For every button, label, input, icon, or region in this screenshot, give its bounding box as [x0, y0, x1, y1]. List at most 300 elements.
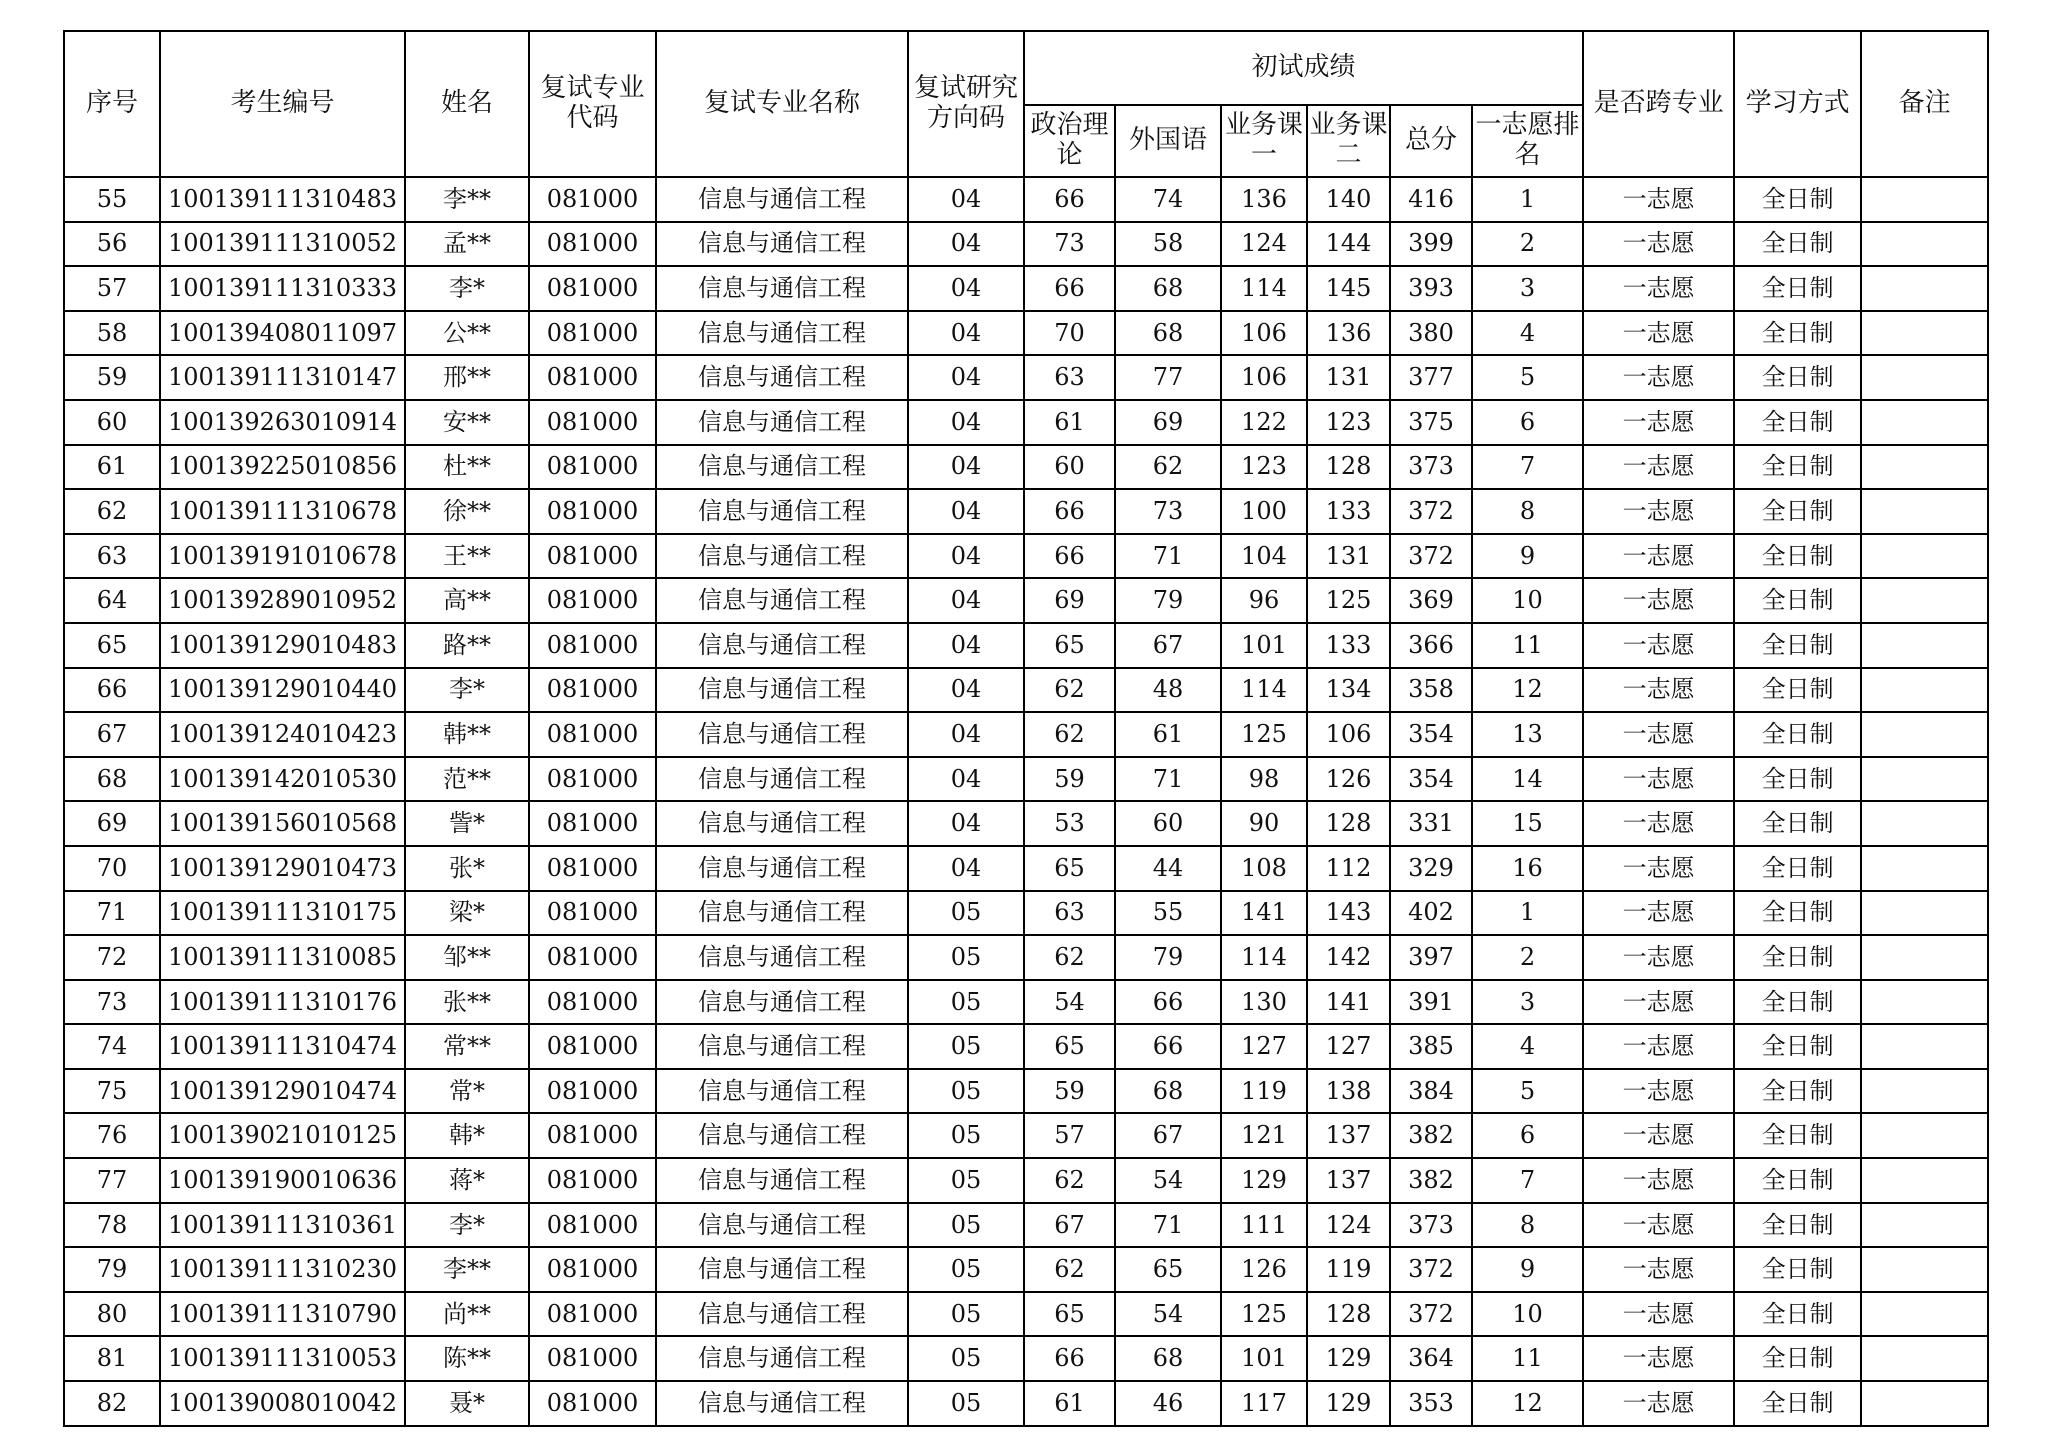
cell-study-mode: 全日制: [1734, 534, 1861, 579]
cell-major-name: 信息与通信工程: [656, 445, 908, 490]
cell-first-choice-rank: 4: [1472, 311, 1583, 356]
cell-cross-major: 一志愿: [1583, 891, 1734, 936]
cell-study-mode: 全日制: [1734, 489, 1861, 534]
cell-seq: 67: [64, 712, 160, 757]
cell-major-code: 081000: [529, 1336, 656, 1381]
cell-cross-major: 一志愿: [1583, 846, 1734, 891]
cell-subject2: 137: [1307, 1113, 1390, 1158]
cell-exam-no: 100139156010568: [160, 801, 405, 846]
cell-first-choice-rank: 3: [1472, 980, 1583, 1025]
cell-direction-code: 05: [908, 1024, 1024, 1069]
cell-cross-major: 一志愿: [1583, 400, 1734, 445]
cell-name: 常**: [405, 1024, 529, 1069]
header-direction-code: 复试研究方向码: [908, 31, 1024, 177]
cell-major-code: 081000: [529, 623, 656, 668]
cell-total: 391: [1390, 980, 1472, 1025]
header-total: 总分: [1390, 105, 1472, 177]
cell-major-name: 信息与通信工程: [656, 757, 908, 802]
cell-total: 372: [1390, 1247, 1472, 1292]
cell-seq: 55: [64, 177, 160, 222]
cell-total: 380: [1390, 311, 1472, 356]
cell-subject1: 101: [1221, 1336, 1307, 1381]
cell-total: 382: [1390, 1158, 1472, 1203]
cell-exam-no: 100139111310230: [160, 1247, 405, 1292]
table-row: [64, 980, 1988, 1025]
cell-direction-code: 05: [908, 891, 1024, 936]
cell-study-mode: 全日制: [1734, 222, 1861, 267]
cell-foreign-lang: 61: [1115, 712, 1221, 757]
cell-major-code: 081000: [529, 534, 656, 579]
cell-foreign-lang: 66: [1115, 980, 1221, 1025]
cell-name: 聂*: [405, 1381, 529, 1426]
cell-subject1: 100: [1221, 489, 1307, 534]
cell-direction-code: 05: [908, 1069, 1024, 1114]
cell-cross-major: 一志愿: [1583, 1381, 1734, 1426]
table-row: [64, 222, 1988, 267]
cell-subject1: 123: [1221, 445, 1307, 490]
cell-total: 353: [1390, 1381, 1472, 1426]
cell-name: 梁*: [405, 891, 529, 936]
cell-study-mode: 全日制: [1734, 1247, 1861, 1292]
cell-major-code: 081000: [529, 980, 656, 1025]
cell-total: 372: [1390, 1292, 1472, 1337]
cell-direction-code: 04: [908, 222, 1024, 267]
table-row: [64, 668, 1988, 713]
table-row: [64, 355, 1988, 400]
cell-name: 杜**: [405, 445, 529, 490]
cell-study-mode: 全日制: [1734, 1113, 1861, 1158]
cell-subject2: 124: [1307, 1203, 1390, 1248]
cell-remarks: [1861, 311, 1988, 356]
cell-cross-major: 一志愿: [1583, 222, 1734, 267]
cell-first-choice-rank: 7: [1472, 1158, 1583, 1203]
cell-cross-major: 一志愿: [1583, 1203, 1734, 1248]
cell-foreign-lang: 71: [1115, 1203, 1221, 1248]
cell-remarks: [1861, 623, 1988, 668]
cell-subject2: 131: [1307, 355, 1390, 400]
cell-foreign-lang: 62: [1115, 445, 1221, 490]
header-subject1: 业务课一: [1221, 105, 1307, 177]
cell-major-code: 081000: [529, 846, 656, 891]
cell-cross-major: 一志愿: [1583, 1292, 1734, 1337]
cell-exam-no: 100139111310176: [160, 980, 405, 1025]
cell-cross-major: 一志愿: [1583, 1113, 1734, 1158]
cell-remarks: [1861, 489, 1988, 534]
cell-subject1: 101: [1221, 623, 1307, 668]
cell-politics: 59: [1024, 757, 1115, 802]
cell-remarks: [1861, 935, 1988, 980]
cell-exam-no: 100139111310678: [160, 489, 405, 534]
cell-total: 329: [1390, 846, 1472, 891]
cell-name: 常*: [405, 1069, 529, 1114]
cell-subject2: 119: [1307, 1247, 1390, 1292]
cell-cross-major: 一志愿: [1583, 712, 1734, 757]
table-row: [64, 311, 1988, 356]
cell-foreign-lang: 44: [1115, 846, 1221, 891]
cell-first-choice-rank: 6: [1472, 1113, 1583, 1158]
cell-politics: 63: [1024, 355, 1115, 400]
cell-subject2: 112: [1307, 846, 1390, 891]
cell-total: 358: [1390, 668, 1472, 713]
header-exam-no: 考生编号: [160, 31, 405, 177]
cell-cross-major: 一志愿: [1583, 266, 1734, 311]
cell-first-choice-rank: 16: [1472, 846, 1583, 891]
cell-total: 385: [1390, 1024, 1472, 1069]
cell-subject1: 106: [1221, 311, 1307, 356]
cell-politics: 59: [1024, 1069, 1115, 1114]
cell-seq: 64: [64, 578, 160, 623]
header-politics: 政治理论: [1024, 105, 1115, 177]
cell-remarks: [1861, 1113, 1988, 1158]
cell-major-code: 081000: [529, 1158, 656, 1203]
cell-politics: 62: [1024, 712, 1115, 757]
cell-study-mode: 全日制: [1734, 623, 1861, 668]
cell-total: 382: [1390, 1113, 1472, 1158]
cell-exam-no: 100139263010914: [160, 400, 405, 445]
cell-name: 路**: [405, 623, 529, 668]
cell-exam-no: 100139289010952: [160, 578, 405, 623]
cell-major-code: 081000: [529, 578, 656, 623]
cell-first-choice-rank: 5: [1472, 1069, 1583, 1114]
header-cross-major: 是否跨专业: [1583, 31, 1734, 177]
table-row: [64, 846, 1988, 891]
cell-subject2: 129: [1307, 1381, 1390, 1426]
cell-remarks: [1861, 801, 1988, 846]
cell-major-code: 081000: [529, 1381, 656, 1426]
cell-exam-no: 100139111310052: [160, 222, 405, 267]
cell-exam-no: 100139111310053: [160, 1336, 405, 1381]
cell-foreign-lang: 68: [1115, 1336, 1221, 1381]
cell-subject1: 117: [1221, 1381, 1307, 1426]
cell-exam-no: 100139129010474: [160, 1069, 405, 1114]
cell-major-name: 信息与通信工程: [656, 712, 908, 757]
cell-foreign-lang: 58: [1115, 222, 1221, 267]
cell-first-choice-rank: 7: [1472, 445, 1583, 490]
cell-exam-no: 100139111310790: [160, 1292, 405, 1337]
cell-total: 397: [1390, 935, 1472, 980]
cell-seq: 68: [64, 757, 160, 802]
cell-major-code: 081000: [529, 355, 656, 400]
cell-cross-major: 一志愿: [1583, 623, 1734, 668]
cell-major-code: 081000: [529, 1247, 656, 1292]
cell-politics: 65: [1024, 1292, 1115, 1337]
cell-first-choice-rank: 13: [1472, 712, 1583, 757]
cell-cross-major: 一志愿: [1583, 355, 1734, 400]
table-row: [64, 801, 1988, 846]
cell-seq: 63: [64, 534, 160, 579]
cell-foreign-lang: 54: [1115, 1292, 1221, 1337]
cell-first-choice-rank: 10: [1472, 1292, 1583, 1337]
cell-exam-no: 100139142010530: [160, 757, 405, 802]
cell-foreign-lang: 69: [1115, 400, 1221, 445]
cell-major-name: 信息与通信工程: [656, 177, 908, 222]
header-first-choice-rank: 一志愿排名: [1472, 105, 1583, 177]
cell-subject1: 119: [1221, 1069, 1307, 1114]
cell-subject1: 127: [1221, 1024, 1307, 1069]
cell-subject1: 125: [1221, 712, 1307, 757]
cell-name: 王**: [405, 534, 529, 579]
cell-exam-no: 100139021010125: [160, 1113, 405, 1158]
cell-major-name: 信息与通信工程: [656, 1203, 908, 1248]
cell-name: 公**: [405, 311, 529, 356]
cell-subject2: 138: [1307, 1069, 1390, 1114]
cell-politics: 62: [1024, 1247, 1115, 1292]
cell-total: 364: [1390, 1336, 1472, 1381]
cell-direction-code: 05: [908, 1336, 1024, 1381]
cell-remarks: [1861, 445, 1988, 490]
cell-politics: 69: [1024, 578, 1115, 623]
cell-study-mode: 全日制: [1734, 1069, 1861, 1114]
header-study-mode: 学习方式: [1734, 31, 1861, 177]
cell-total: 384: [1390, 1069, 1472, 1114]
cell-subject1: 108: [1221, 846, 1307, 891]
cell-name: 李**: [405, 177, 529, 222]
header-remarks: 备注: [1861, 31, 1988, 177]
cell-study-mode: 全日制: [1734, 712, 1861, 757]
cell-foreign-lang: 66: [1115, 1024, 1221, 1069]
cell-remarks: [1861, 266, 1988, 311]
cell-name: 邹**: [405, 935, 529, 980]
cell-name: 张*: [405, 846, 529, 891]
cell-study-mode: 全日制: [1734, 801, 1861, 846]
cell-cross-major: 一志愿: [1583, 980, 1734, 1025]
cell-major-name: 信息与通信工程: [656, 1069, 908, 1114]
cell-exam-no: 100139124010423: [160, 712, 405, 757]
cell-exam-no: 100139129010473: [160, 846, 405, 891]
cell-major-code: 081000: [529, 1292, 656, 1337]
cell-seq: 71: [64, 891, 160, 936]
cell-major-name: 信息与通信工程: [656, 1381, 908, 1426]
cell-direction-code: 04: [908, 846, 1024, 891]
cell-remarks: [1861, 757, 1988, 802]
cell-cross-major: 一志愿: [1583, 935, 1734, 980]
cell-cross-major: 一志愿: [1583, 578, 1734, 623]
header-major-name: 复试专业名称: [656, 31, 908, 177]
header-major-code: 复试专业代码: [529, 31, 656, 177]
table-row: [64, 935, 1988, 980]
cell-remarks: [1861, 578, 1988, 623]
cell-major-name: 信息与通信工程: [656, 935, 908, 980]
cell-exam-no: 100139111310474: [160, 1024, 405, 1069]
cell-seq: 79: [64, 1247, 160, 1292]
cell-major-code: 081000: [529, 489, 656, 534]
cell-remarks: [1861, 668, 1988, 713]
cell-major-code: 081000: [529, 712, 656, 757]
cell-cross-major: 一志愿: [1583, 445, 1734, 490]
cell-first-choice-rank: 15: [1472, 801, 1583, 846]
table-row: [64, 177, 1988, 222]
cell-first-choice-rank: 11: [1472, 1336, 1583, 1381]
table-row: [64, 891, 1988, 936]
cell-first-choice-rank: 3: [1472, 266, 1583, 311]
cell-direction-code: 05: [908, 1158, 1024, 1203]
cell-remarks: [1861, 1203, 1988, 1248]
table-row: [64, 489, 1988, 534]
cell-politics: 65: [1024, 623, 1115, 668]
cell-subject1: 126: [1221, 1247, 1307, 1292]
cell-subject2: 141: [1307, 980, 1390, 1025]
cell-study-mode: 全日制: [1734, 1381, 1861, 1426]
cell-study-mode: 全日制: [1734, 1292, 1861, 1337]
cell-exam-no: 100139111310361: [160, 1203, 405, 1248]
cell-total: 366: [1390, 623, 1472, 668]
cell-major-name: 信息与通信工程: [656, 623, 908, 668]
cell-foreign-lang: 48: [1115, 668, 1221, 713]
cell-total: 372: [1390, 534, 1472, 579]
cell-subject1: 114: [1221, 266, 1307, 311]
cell-seq: 56: [64, 222, 160, 267]
cell-major-name: 信息与通信工程: [656, 1024, 908, 1069]
cell-remarks: [1861, 712, 1988, 757]
cell-subject2: 140: [1307, 177, 1390, 222]
cell-subject1: 96: [1221, 578, 1307, 623]
cell-cross-major: 一志愿: [1583, 1247, 1734, 1292]
cell-politics: 66: [1024, 266, 1115, 311]
cell-remarks: [1861, 846, 1988, 891]
cell-politics: 66: [1024, 489, 1115, 534]
cell-subject1: 125: [1221, 1292, 1307, 1337]
cell-seq: 78: [64, 1203, 160, 1248]
cell-remarks: [1861, 891, 1988, 936]
cell-remarks: [1861, 1069, 1988, 1114]
cell-cross-major: 一志愿: [1583, 1069, 1734, 1114]
cell-foreign-lang: 67: [1115, 1113, 1221, 1158]
table-row: [64, 1203, 1988, 1248]
cell-major-name: 信息与通信工程: [656, 1113, 908, 1158]
cell-cross-major: 一志愿: [1583, 534, 1734, 579]
cell-direction-code: 04: [908, 311, 1024, 356]
cell-cross-major: 一志愿: [1583, 801, 1734, 846]
cell-name: 孟**: [405, 222, 529, 267]
cell-politics: 67: [1024, 1203, 1115, 1248]
cell-name: 尚**: [405, 1292, 529, 1337]
cell-seq: 59: [64, 355, 160, 400]
cell-seq: 62: [64, 489, 160, 534]
cell-total: 354: [1390, 712, 1472, 757]
cell-name: 訾*: [405, 801, 529, 846]
cell-major-code: 081000: [529, 801, 656, 846]
cell-exam-no: 100139111310483: [160, 177, 405, 222]
cell-major-code: 081000: [529, 935, 656, 980]
cell-subject1: 90: [1221, 801, 1307, 846]
cell-subject2: 133: [1307, 489, 1390, 534]
cell-subject2: 142: [1307, 935, 1390, 980]
table-row: [64, 1069, 1988, 1114]
cell-study-mode: 全日制: [1734, 355, 1861, 400]
cell-total: 331: [1390, 801, 1472, 846]
cell-total: 402: [1390, 891, 1472, 936]
cell-cross-major: 一志愿: [1583, 1024, 1734, 1069]
cell-major-code: 081000: [529, 222, 656, 267]
cell-remarks: [1861, 1158, 1988, 1203]
cell-subject1: 122: [1221, 400, 1307, 445]
cell-foreign-lang: 68: [1115, 266, 1221, 311]
cell-politics: 61: [1024, 400, 1115, 445]
cell-exam-no: 100139408011097: [160, 311, 405, 356]
cell-foreign-lang: 68: [1115, 1069, 1221, 1114]
cell-name: 陈**: [405, 1336, 529, 1381]
cell-subject1: 111: [1221, 1203, 1307, 1248]
cell-direction-code: 04: [908, 668, 1024, 713]
cell-direction-code: 05: [908, 1381, 1024, 1426]
cell-politics: 73: [1024, 222, 1115, 267]
cell-subject2: 126: [1307, 757, 1390, 802]
cell-subject1: 104: [1221, 534, 1307, 579]
cell-politics: 70: [1024, 311, 1115, 356]
cell-first-choice-rank: 10: [1472, 578, 1583, 623]
cell-first-choice-rank: 14: [1472, 757, 1583, 802]
cell-foreign-lang: 68: [1115, 311, 1221, 356]
cell-politics: 62: [1024, 668, 1115, 713]
cell-first-choice-rank: 8: [1472, 1203, 1583, 1248]
cell-major-code: 081000: [529, 177, 656, 222]
cell-politics: 63: [1024, 891, 1115, 936]
table-row: [64, 578, 1988, 623]
cell-major-name: 信息与通信工程: [656, 1292, 908, 1337]
cell-name: 韩**: [405, 712, 529, 757]
cell-direction-code: 04: [908, 757, 1024, 802]
cell-direction-code: 04: [908, 489, 1024, 534]
table-body: [64, 177, 1988, 1426]
score-table: [63, 30, 1989, 1427]
cell-total: 369: [1390, 578, 1472, 623]
cell-total: 375: [1390, 400, 1472, 445]
cell-remarks: [1861, 534, 1988, 579]
cell-total: 373: [1390, 445, 1472, 490]
cell-politics: 61: [1024, 1381, 1115, 1426]
cell-total: 373: [1390, 1203, 1472, 1248]
cell-name: 张**: [405, 980, 529, 1025]
cell-subject1: 124: [1221, 222, 1307, 267]
cell-major-code: 081000: [529, 1203, 656, 1248]
cell-seq: 74: [64, 1024, 160, 1069]
cell-foreign-lang: 79: [1115, 578, 1221, 623]
cell-study-mode: 全日制: [1734, 445, 1861, 490]
cell-direction-code: 04: [908, 578, 1024, 623]
cell-foreign-lang: 55: [1115, 891, 1221, 936]
cell-politics: 65: [1024, 846, 1115, 891]
cell-major-code: 081000: [529, 1024, 656, 1069]
cell-first-choice-rank: 6: [1472, 400, 1583, 445]
cell-seq: 65: [64, 623, 160, 668]
table-row: [64, 712, 1988, 757]
table-row: [64, 1336, 1988, 1381]
cell-direction-code: 05: [908, 980, 1024, 1025]
cell-subject2: 145: [1307, 266, 1390, 311]
cell-seq: 81: [64, 1336, 160, 1381]
cell-first-choice-rank: 9: [1472, 1247, 1583, 1292]
cell-exam-no: 100139225010856: [160, 445, 405, 490]
cell-cross-major: 一志愿: [1583, 668, 1734, 713]
cell-major-code: 081000: [529, 891, 656, 936]
cell-direction-code: 04: [908, 712, 1024, 757]
cell-subject2: 136: [1307, 311, 1390, 356]
cell-major-name: 信息与通信工程: [656, 222, 908, 267]
cell-subject2: 133: [1307, 623, 1390, 668]
cell-total: 416: [1390, 177, 1472, 222]
cell-total: 377: [1390, 355, 1472, 400]
cell-study-mode: 全日制: [1734, 578, 1861, 623]
cell-exam-no: 100139111310147: [160, 355, 405, 400]
cell-direction-code: 04: [908, 534, 1024, 579]
cell-seq: 70: [64, 846, 160, 891]
cell-first-choice-rank: 2: [1472, 935, 1583, 980]
cell-name: 徐**: [405, 489, 529, 534]
cell-major-code: 081000: [529, 266, 656, 311]
table-row: [64, 623, 1988, 668]
cell-first-choice-rank: 1: [1472, 177, 1583, 222]
cell-direction-code: 05: [908, 935, 1024, 980]
